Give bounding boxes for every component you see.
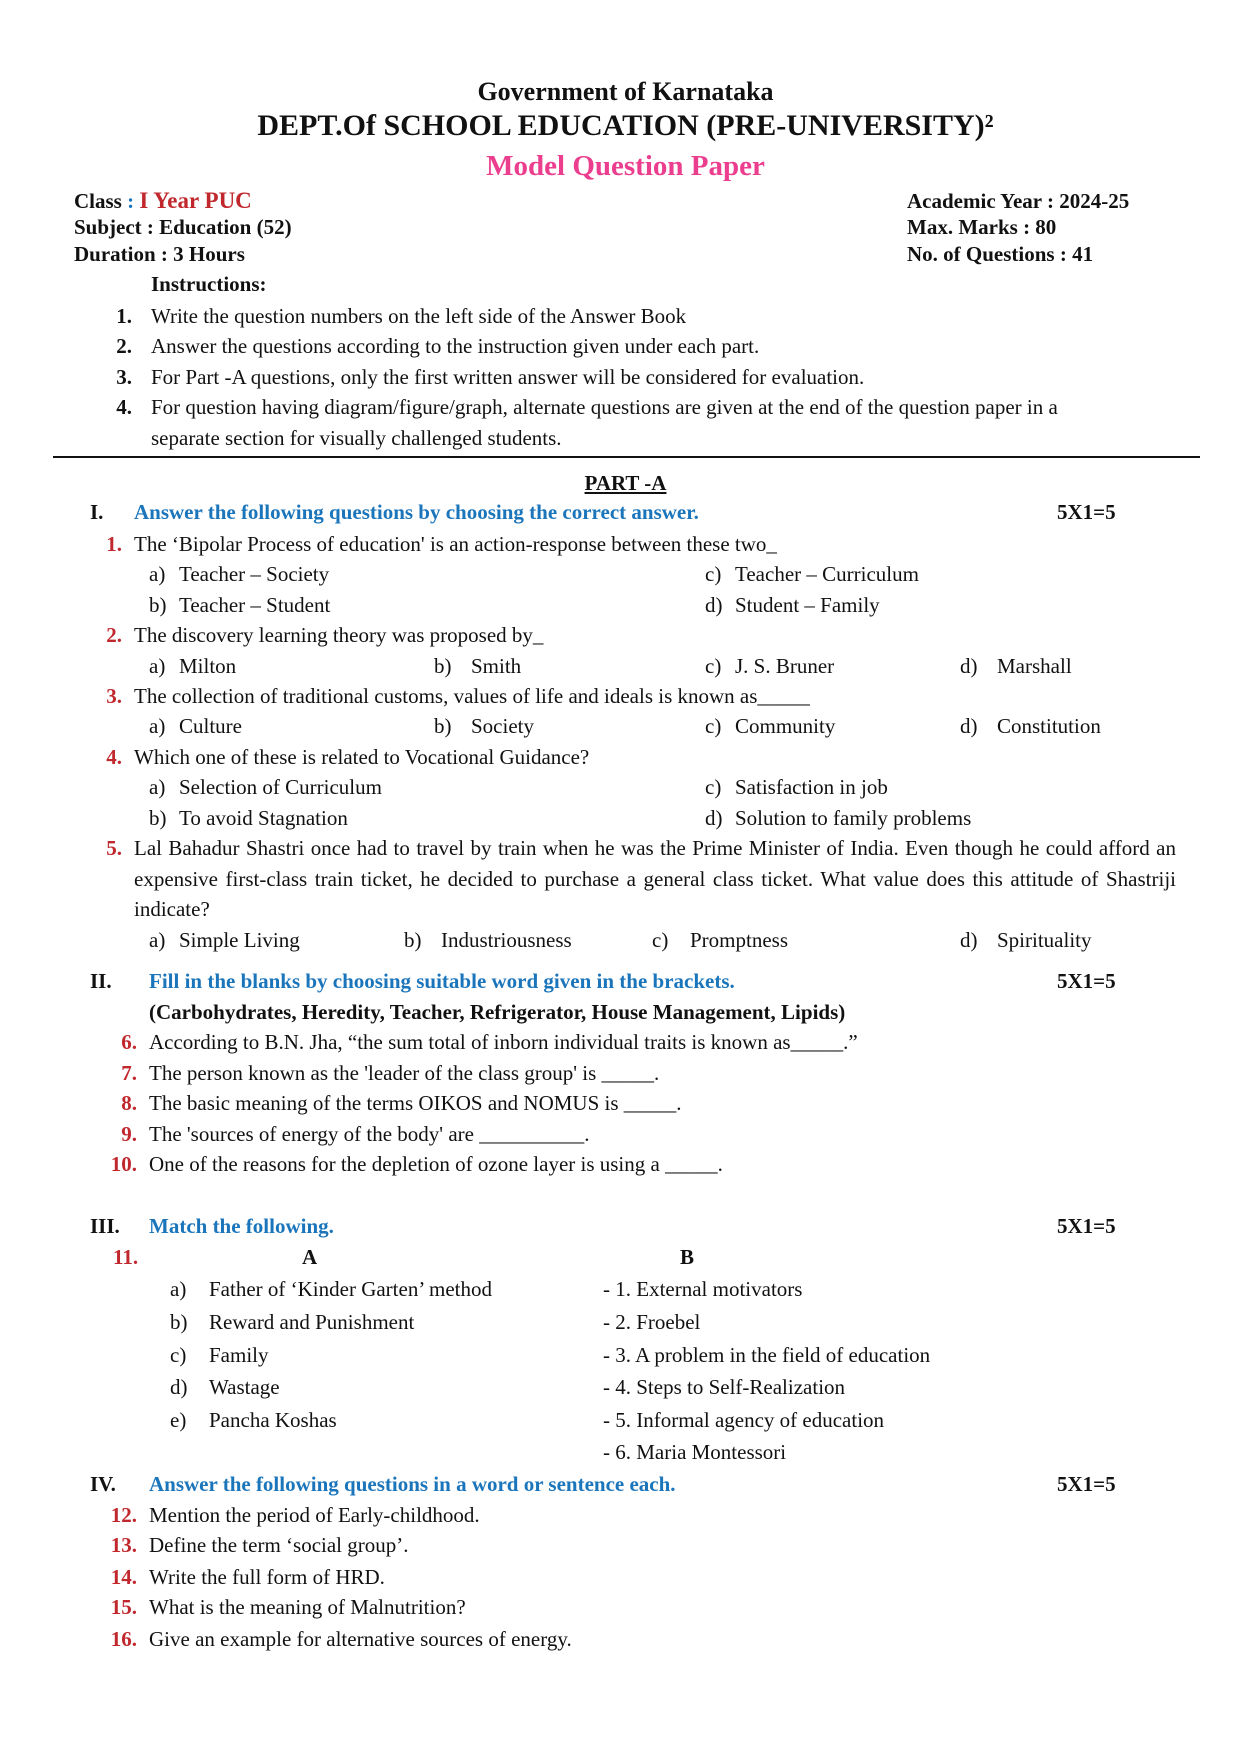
colon: :: [121, 189, 140, 213]
section-heading: Answer the following questions in a word or sentence each.: [149, 1472, 676, 1496]
option-label: d): [960, 654, 978, 678]
instr-num: 1.: [116, 304, 132, 328]
question-number: 16.: [110, 1627, 137, 1651]
question-number: 14.: [110, 1565, 137, 1589]
option-label: b): [404, 928, 422, 952]
question-text: Define the term ‘social group’.: [149, 1533, 409, 1557]
question-text: According to B.N. Jha, “the sum total of inborn individual traits is known as_____.”: [149, 1030, 858, 1054]
question-number: 3.: [106, 684, 122, 708]
column-a-header: A: [302, 1245, 318, 1269]
word-bank: (Carbohydrates, Heredity, Teacher, Refrigerator, House Management, Lipids): [149, 1000, 846, 1024]
match-item-a: Wastage: [209, 1375, 280, 1399]
part-a-title: PART -A: [584, 471, 667, 495]
question-number: 10.: [110, 1152, 137, 1176]
option-label: a): [149, 928, 166, 952]
duration: Duration : 3 Hours: [74, 242, 245, 266]
question-text: The ‘Bipolar Process of education' is an action-response between these two_: [134, 532, 777, 556]
question-text: What is the meaning of Malnutrition?: [149, 1595, 466, 1619]
subject: Subject : Education (52): [74, 215, 292, 239]
match-item-b: - 5. Informal agency of education: [603, 1408, 885, 1432]
option-text: Smith: [471, 654, 522, 678]
section-marks: 5X1=5: [1057, 500, 1116, 524]
match-item-b: - 2. Froebel: [603, 1310, 701, 1334]
question-text: Give an example for alternative sources of energy.: [149, 1627, 572, 1651]
match-label: b): [170, 1310, 188, 1334]
dept-title: DEPT.Of SCHOOL EDUCATION (PRE-UNIVERSITY)²: [257, 109, 994, 142]
question-number: 12.: [110, 1503, 137, 1527]
paper-title: Model Question Paper: [486, 150, 765, 182]
option-text: Selection of Curriculum: [179, 775, 382, 799]
match-item-b: - 4. Steps to Self-Realization: [603, 1375, 846, 1399]
option-text: Teacher – Society: [179, 562, 330, 586]
match-item-a: Father of ‘Kinder Garten’ method: [209, 1277, 493, 1301]
option-label: a): [149, 654, 166, 678]
section-heading: Answer the following questions by choosing the correct answer.: [134, 500, 699, 524]
match-label: c): [170, 1343, 187, 1367]
option-label: c): [705, 775, 722, 799]
option-text: Teacher – Curriculum: [735, 562, 919, 586]
match-label: e): [170, 1408, 187, 1432]
question-number: 4.: [106, 745, 122, 769]
question-text: Lal Bahadur Shastri once had to travel by train when he was the Prime Minister of India. Even though he could afford an expensive first-class train ticket, he decided to purchase a general class ticket. What value does this attitude of Shastriji indicate?: [134, 836, 1176, 921]
option-text: Solution to family problems: [735, 806, 972, 830]
question-number: 9.: [121, 1122, 137, 1146]
match-item-a: Reward and Punishment: [209, 1310, 415, 1334]
option-text: Society: [471, 714, 534, 738]
question-number: 8.: [121, 1091, 137, 1115]
question-number: 1.: [106, 532, 122, 556]
divider: [53, 456, 1200, 458]
option-text: Constitution: [997, 714, 1101, 738]
option-label: c): [705, 714, 722, 738]
option-text: J. S. Bruner: [735, 654, 835, 678]
option-text: Community: [735, 714, 836, 738]
instr-num: 3.: [116, 365, 132, 389]
option-text: Simple Living: [179, 928, 300, 952]
option-label: b): [434, 654, 452, 678]
section-marks: 5X1=5: [1057, 969, 1116, 993]
section-roman: III.: [90, 1214, 120, 1238]
gov-title: Government of Karnataka: [477, 77, 774, 106]
option-label: a): [149, 562, 166, 586]
column-b-header: B: [680, 1245, 695, 1269]
question-number: 7.: [121, 1061, 137, 1085]
option-label: c): [652, 928, 669, 952]
section-marks: 5X1=5: [1057, 1214, 1116, 1238]
question-number: 15.: [110, 1595, 137, 1619]
option-text: To avoid Stagnation: [179, 806, 348, 830]
option-label: a): [149, 775, 166, 799]
match-item-a: Pancha Koshas: [209, 1408, 337, 1432]
class-value: I Year PUC: [139, 188, 252, 213]
option-text: Satisfaction in job: [735, 775, 888, 799]
option-text: Milton: [179, 654, 237, 678]
option-label: b): [149, 806, 167, 830]
question-text: Write the full form of HRD.: [149, 1565, 385, 1589]
max-marks: Max. Marks : 80: [907, 215, 1057, 239]
question-text: The basic meaning of the terms OIKOS and NOMUS is _____.: [149, 1091, 682, 1115]
academic-year: Academic Year : 2024-25: [907, 189, 1130, 213]
option-label: d): [960, 928, 978, 952]
option-label: d): [705, 593, 723, 617]
option-label: d): [960, 714, 978, 738]
instr-text: For Part -A questions, only the first written answer will be considered for evaluation.: [151, 365, 865, 389]
option-text: Culture: [179, 714, 242, 738]
question-text: Mention the period of Early-childhood.: [149, 1503, 480, 1527]
match-item-b: - 1. External motivators: [603, 1277, 803, 1301]
option-text: Marshall: [997, 654, 1072, 678]
option-label: b): [149, 593, 167, 617]
no-of-questions: No. of Questions : 41: [907, 242, 1094, 266]
option-text: Teacher – Student: [179, 593, 331, 617]
match-item-b: - 6. Maria Montessori: [603, 1440, 787, 1464]
option-text: Promptness: [690, 928, 789, 952]
class-label: Class: [74, 189, 122, 213]
instr-num: 4.: [116, 395, 132, 419]
instr-text: Write the question numbers on the left side of the Answer Book: [151, 304, 687, 328]
question-text: The collection of traditional customs, values of life and ideals is known as_____: [134, 684, 810, 708]
instr-text-cont: separate section for visually challenged students.: [151, 426, 562, 450]
question-number: 5.: [106, 836, 122, 860]
option-label: c): [705, 562, 722, 586]
option-text: Student – Family: [735, 593, 880, 617]
section-roman: IV.: [90, 1472, 116, 1496]
instr-text: Answer the questions according to the instruction given under each part.: [151, 334, 760, 358]
question-text: One of the reasons for the depletion of ozone layer is using a _____.: [149, 1152, 723, 1176]
section-roman: I.: [90, 500, 104, 524]
option-text: Industriousness: [441, 928, 572, 952]
match-item-b: - 3. A problem in the field of education: [603, 1343, 931, 1367]
option-label: d): [705, 806, 723, 830]
match-item-a: Family: [209, 1343, 269, 1367]
question-number: 2.: [106, 623, 122, 647]
question-number: 13.: [110, 1533, 137, 1557]
question-text: The 'sources of energy of the body' are __________.: [149, 1122, 590, 1146]
question-number: 6.: [121, 1030, 137, 1054]
instructions-title: Instructions:: [151, 272, 267, 296]
option-label: a): [149, 714, 166, 738]
section-roman: II.: [90, 969, 112, 993]
section-heading: Match the following.: [149, 1214, 334, 1238]
question-text: The person known as the 'leader of the class group' is _____.: [149, 1061, 660, 1085]
option-label: b): [434, 714, 452, 738]
section-heading: Fill in the blanks by choosing suitable word given in the brackets.: [149, 969, 735, 993]
option-text: Spirituality: [997, 928, 1092, 952]
instr-num: 2.: [116, 334, 132, 358]
match-label: d): [170, 1375, 188, 1399]
question-text: Which one of these is related to Vocational Guidance?: [134, 745, 590, 769]
instr-text: For question having diagram/figure/graph, alternate questions are given at the end of the question paper in a: [151, 395, 1058, 419]
question-text: The discovery learning theory was proposed by_: [134, 623, 544, 647]
section-marks: 5X1=5: [1057, 1472, 1116, 1496]
question-number: 11.: [113, 1245, 139, 1269]
match-label: a): [170, 1277, 187, 1301]
option-label: c): [705, 654, 722, 678]
